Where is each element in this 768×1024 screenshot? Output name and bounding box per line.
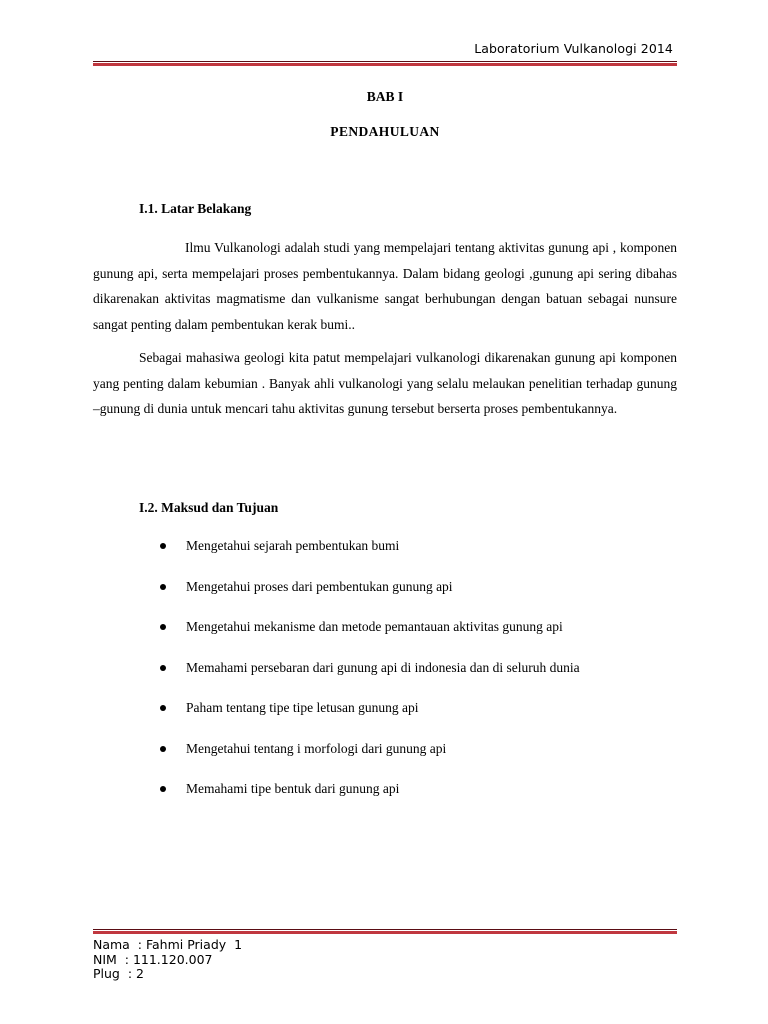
list-item-text: Paham tentang tipe tipe letusan gunung api: [186, 700, 419, 715]
footer-nama: Nama : Fahmi Priady 1: [93, 937, 243, 952]
footer-nim: NIM : 111.120.007: [93, 951, 213, 967]
footer-info: [93, 938, 242, 982]
list-item-text: Mengetahui tentang i morfologi dari gunung api: [186, 740, 447, 756]
bullet-icon: [160, 665, 166, 671]
list-item: [158, 660, 580, 701]
list-item: [158, 700, 580, 741]
list-item-text: Mengetahui sejarah pembentukan bumi: [186, 538, 400, 553]
section-heading-maksud-tujuan: I.2. Maksud dan Tujuan: [139, 500, 279, 515]
chapter-number: BAB I: [366, 89, 404, 104]
header-lab-title: Laboratorium Vulkanologi 2014: [474, 41, 673, 56]
paragraph-2: Sebagai mahasiwa geologi kita patut mempelajari vulkanologi dikarenakan gunung api komponen yang penting dalam kebumian . Banyak ahli vulkanologi yang selalu melaukan penelitian terhadap gunung –gunung di dunia untuk mencari tahu aktivitas gunung tersebut berserta proses pembentukannya.: [93, 350, 677, 417]
list-item-text: Mengetahui proses dari pembentukan gunung api: [186, 578, 453, 594]
paragraph-1: Ilmu Vulkanologi adalah studi yang mempelajari tentang aktivitas gunung api , komponen gunung api, serta mempelajari proses pembentukannya. Dalam bidang geologi ,gunung api sering dibahas dikarenakan aktivitas magmatisme dan vulkanisme sangat berhubungan dengan batuan sebagai nunsure sangat penting dalam pembentukan kerak bumi..: [93, 240, 677, 333]
list-item: [158, 619, 580, 660]
section-heading-latar-belakang: I.1. Latar Belakang: [139, 201, 252, 216]
footer-divider: [93, 929, 677, 934]
list-item-text: Mengetahui mekanisme dan metode pemantauan aktivitas gunung api: [186, 619, 563, 634]
list-item: [158, 538, 580, 579]
header-divider: [93, 61, 677, 66]
objectives-list: [158, 538, 580, 822]
bullet-icon: [160, 746, 166, 752]
bullet-icon: [160, 705, 166, 711]
bullet-icon: [160, 624, 166, 630]
list-item-text: Memahami tipe bentuk dari gunung api: [186, 781, 400, 796]
list-item-text: Memahami persebaran dari gunung api di indonesia dan di seluruh dunia: [186, 659, 580, 675]
footer-plug: Plug : 2: [93, 966, 144, 981]
list-item: [158, 781, 580, 822]
list-item: [158, 741, 580, 782]
list-item: [158, 579, 580, 620]
bullet-icon: [160, 584, 166, 590]
bullet-icon: [160, 543, 166, 549]
chapter-title: PENDAHULUAN: [330, 124, 440, 139]
bullet-icon: [160, 786, 166, 792]
